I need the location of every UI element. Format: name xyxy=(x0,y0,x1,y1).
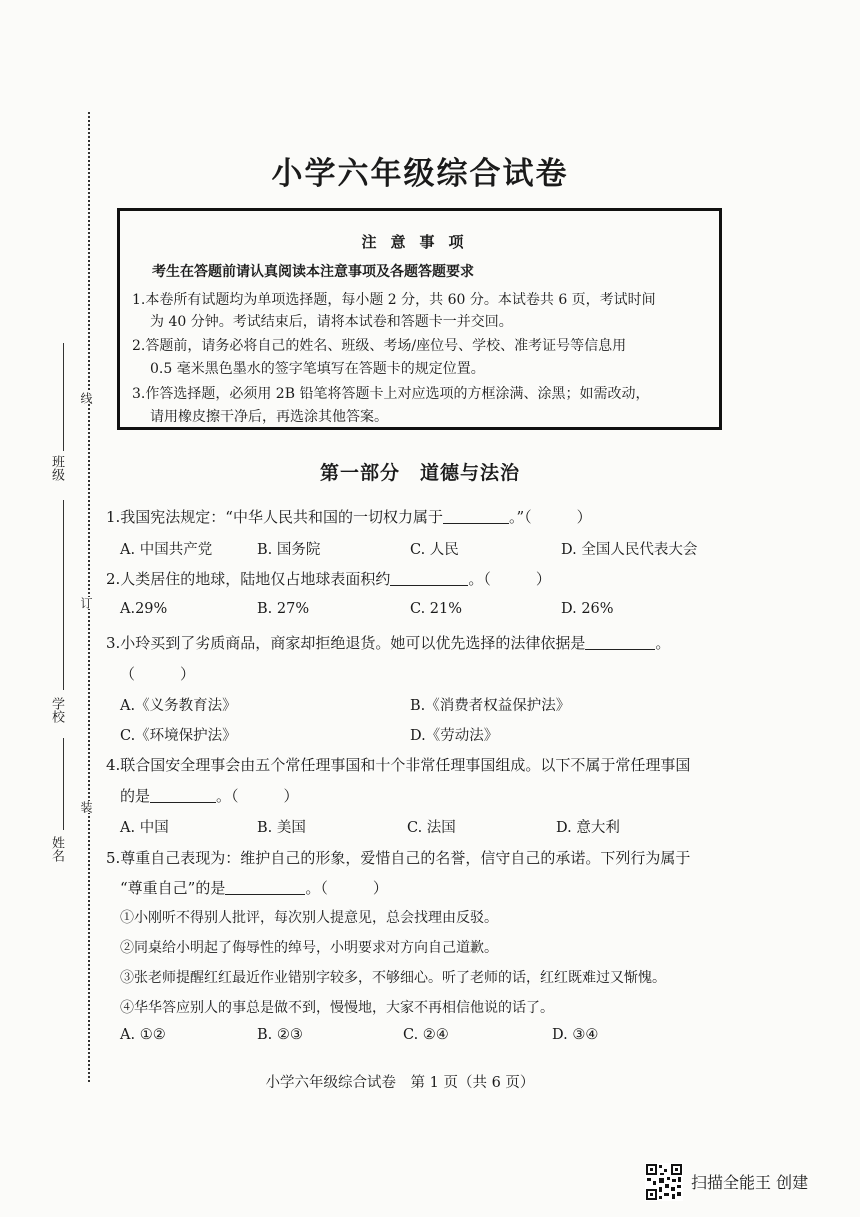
question-4-line-2 xyxy=(120,785,299,806)
question-2-blank xyxy=(390,571,468,586)
question-1-text: 1.我国宪法规定：“中华人民共和国的一切权力属于 xyxy=(106,508,443,526)
question-4-option-a: A. 中国 xyxy=(120,820,169,836)
page-footer: 小学六年级综合试卷 第 1 页（共 6 页） xyxy=(265,1075,535,1091)
notice-item-2-line-2: 0.5 毫米黑色墨水的签字笔填写在答题卡的规定位置。 xyxy=(150,361,485,377)
qr-code-icon xyxy=(645,1163,683,1201)
question-3-bracket: （ ） xyxy=(120,665,196,683)
question-5-statement-3: ③张老师提醒红红最近作业错别字较多，不够细心。听了老师的话，红红既难过又惭愧。 xyxy=(120,970,666,986)
question-1 xyxy=(106,506,592,527)
exam-title: 小学六年级综合试卷 xyxy=(271,156,569,192)
question-3-option-b: B.《消费者权益保护法》 xyxy=(410,698,571,714)
question-5-line-2 xyxy=(120,877,388,898)
notice-box xyxy=(117,208,722,430)
question-3 xyxy=(106,632,670,653)
question-5-statement-2: ②同桌给小明起了侮辱性的绰号，小明要求对方向自己道歉。 xyxy=(120,940,498,956)
question-1-option-d: D. 全国人民代表大会 xyxy=(561,542,698,558)
question-2-text: 2.人类居住的地球，陆地仅占地球表面积约 xyxy=(106,570,391,588)
cut-mark-zhuang: 装 xyxy=(79,801,93,813)
question-3-text: 3.小玲买到了劣质商品，商家却拒绝退货。她可以优先选择的法律依据是 xyxy=(106,634,586,652)
class-label: 班级 xyxy=(49,455,64,481)
class-write-line xyxy=(63,343,64,451)
question-5-bracket: 。（ ） xyxy=(305,879,388,897)
question-5-option-d: D. ③④ xyxy=(552,1027,599,1043)
notice-title: 注意事项 xyxy=(361,233,478,251)
cut-mark-line: 线 xyxy=(79,392,93,404)
question-1-option-b: B. 国务院 xyxy=(257,542,321,558)
question-2-option-a: A.29% xyxy=(120,601,168,617)
name-label: 姓名 xyxy=(49,836,64,862)
question-4-text: 的是 xyxy=(120,787,151,805)
question-3-period: 。 xyxy=(655,634,671,652)
notice-subtitle: 考生在答题前请认真阅读本注意事项及各题答题要求 xyxy=(152,264,474,280)
question-1-bracket: 。”（ ） xyxy=(508,508,592,526)
notice-item-1-line-2: 为 40 分钟。考试结束后，请将本试卷和答题卡一并交回。 xyxy=(150,314,513,330)
question-5-statement-1: ①小刚听不得别人批评，每次别人提意见，总会找理由反驳。 xyxy=(120,910,498,926)
notice-item-2-line-1: 2.答题前，请务必将自己的姓名、班级、考场/座位号、学校、准考证号等信息用 xyxy=(132,338,627,354)
question-5-blank xyxy=(225,880,305,895)
question-2-option-c: C. 21% xyxy=(410,601,463,617)
question-3-option-c: C.《环境保护法》 xyxy=(120,728,237,744)
question-3-option-d: D.《劳动法》 xyxy=(410,728,499,744)
question-4-option-b: B. 美国 xyxy=(257,820,306,836)
cut-mark-ding: 订 xyxy=(79,597,93,609)
question-5-option-b: B. ②③ xyxy=(257,1027,303,1043)
question-5-text: “尊重自己”的是 xyxy=(120,879,226,897)
question-2 xyxy=(106,568,551,589)
name-write-line xyxy=(63,738,64,830)
question-2-option-d: D. 26% xyxy=(561,601,614,617)
question-5-option-c: C. ②④ xyxy=(403,1027,449,1043)
question-5-line-1: 5.尊重自己表现为：维护自己的形象，爱惜自己的名誉，信守自己的承诺。下列行为属于 xyxy=(106,849,691,867)
question-5-option-a: A. ①② xyxy=(120,1027,166,1043)
school-label: 学校 xyxy=(49,697,64,723)
scanner-brand: 扫描全能王 创建 xyxy=(691,1173,809,1192)
notice-item-1-line-1: 1.本卷所有试题均为单项选择题，每小题 2 分，共 60 分。本试卷共 6 页，考试时间 xyxy=(132,292,656,308)
question-1-blank xyxy=(443,509,509,524)
question-4-option-c: C. 法国 xyxy=(407,820,456,836)
notice-item-3-line-2: 请用橡皮擦干净后，再选涂其他答案。 xyxy=(150,409,388,425)
question-2-bracket: 。（ ） xyxy=(468,570,551,588)
question-4-option-d: D. 意大利 xyxy=(556,820,620,836)
question-3-option-a: A.《义务教育法》 xyxy=(120,698,237,714)
question-2-option-b: B. 27% xyxy=(257,601,310,617)
notice-item-3-line-1: 3.作答选择题，必须用 2B 铅笔将答题卡上对应选项的方框涂满、涂黑；如需改动， xyxy=(132,386,650,402)
question-5-statement-4: ④华华答应别人的事总是做不到，慢慢地，大家不再相信他说的话了。 xyxy=(120,1000,554,1016)
school-write-line xyxy=(63,500,64,690)
question-4-line-1: 4.联合国安全理事会由五个常任理事国和十个非常任理事国组成。以下不属于常任理事国 xyxy=(106,756,691,774)
question-4-bracket: 。（ ） xyxy=(216,787,299,805)
question-3-blank xyxy=(585,635,655,650)
question-1-option-a: A. 中国共产党 xyxy=(120,542,213,558)
question-4-blank xyxy=(150,788,216,803)
question-1-option-c: C. 人民 xyxy=(410,542,459,558)
section-title: 第一部分 道德与法治 xyxy=(319,462,520,484)
